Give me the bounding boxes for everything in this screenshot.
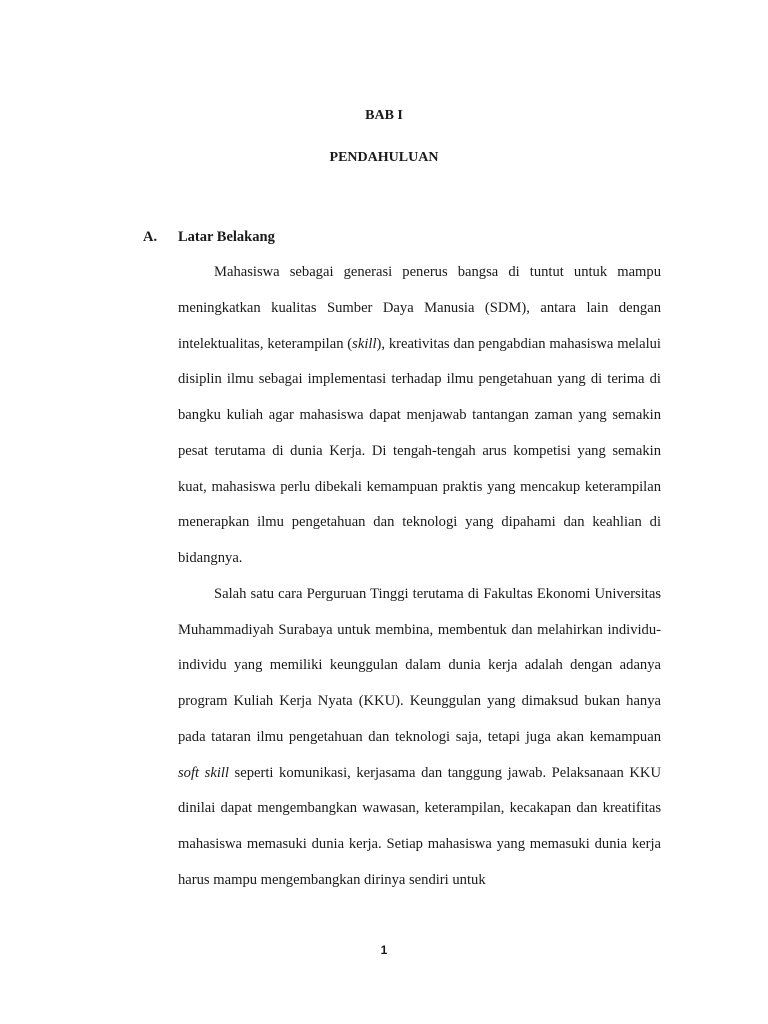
page-number: 1 [380,943,388,957]
paragraph-2-segment: Salah satu cara Perguruan Tinggi terutama di Fakultas Ekonomi Universitas Muhammadiyah Surabaya untuk membina, membentuk dan melahirkan individu-individu yang memiliki keunggulan dalam dunia kerja adalah dengan adanya program Kuliah Kerja Nyata (KKU). Keunggulan yang dimaksud bukan hanya pada tataran ilmu pengetahuan dan teknologi saja, tetapi juga akan kemampuan [178,585,661,745]
chapter-title: PENDAHULUAN [329,150,439,165]
paragraph-1 [178,255,661,577]
chapter-number: BAB I [365,108,403,123]
section-heading [143,229,275,246]
section-number: A. [143,229,158,245]
italic-term-soft-skill: soft skill [178,764,229,781]
paragraph-1-segment: Mahasiswa sebagai generasi penerus bangsa di tuntut untuk mampu meningkatkan kualitas Sumber Daya Manusia (SDM), antara lain dengan intelektualitas, keterampilan ( [178,264,661,352]
paragraph-2 [178,577,661,899]
body-text [178,255,661,899]
paragraph-2-segment: seperti komunikasi, kerjasama dan tanggung jawab. Pelaksanaan KKU dinilai dapat mengembangkan wawasan, keterampilan, kecakapan dan kreatifitas mahasiswa memasuki dunia kerja. Setiap mahasiswa yang memasuki dunia kerja harus mampu mengembangkan dirinya sendiri untuk [178,764,661,888]
paragraph-1-segment: ), kreativitas dan pengabdian mahasiswa melalui disiplin ilmu sebagai implementasi terhadap ilmu pengetahuan yang di terima di bangku kuliah agar mahasiswa dapat menjawab tantangan zaman yang semakin pesat terutama di dunia Kerja. Di tengah-tengah arus kompetisi yang semakin kuat, mahasiswa perlu dibekali kemampuan praktis yang mencakup keterampilan menerapkan ilmu pengetahuan dan teknologi yang dipahami dan keahlian di bidangnya. [178,335,661,566]
section-title: Latar Belakang [178,229,275,245]
italic-term-skill: skill [352,335,377,352]
